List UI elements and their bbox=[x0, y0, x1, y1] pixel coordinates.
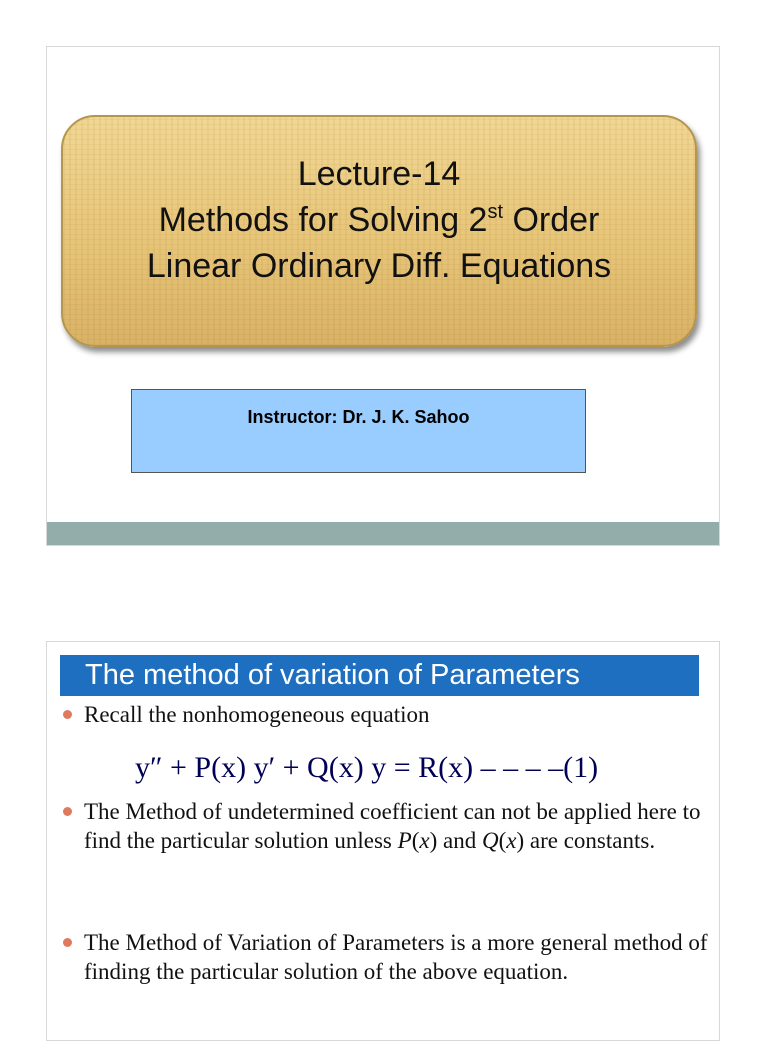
bullet-dot-icon bbox=[63, 807, 72, 816]
title-slide bbox=[46, 46, 720, 546]
lecture-title-box bbox=[61, 115, 697, 347]
bullet-text: Recall the nonhomogeneous equation bbox=[84, 702, 430, 727]
lecture-number: Lecture-14 bbox=[297, 155, 461, 193]
lecture-title-line-3: Linear Ordinary Diff. Equations bbox=[146, 247, 612, 285]
bullet-text: The Method of undetermined coefficient can not be applied here to find the particular solution unless P(x) and Q(x) are constants. bbox=[84, 799, 701, 853]
ordinal-superscript: st bbox=[487, 201, 504, 223]
bullet-dot-icon bbox=[63, 710, 72, 719]
equation-1: y″ + P(x) y′ + Q(x) y = R(x) – – – –(1) bbox=[135, 751, 599, 784]
bullet-item bbox=[63, 700, 713, 729]
bullet-item bbox=[63, 797, 713, 855]
content-slide bbox=[46, 641, 720, 1041]
bullet-text: The Method of Variation of Parameters is a more general method of finding the particular solution of the above equation. bbox=[84, 930, 708, 984]
lecture-title-line-2: Methods for Solving 2st Order bbox=[158, 201, 600, 239]
slide-heading: The method of variation of Parameters bbox=[60, 655, 699, 696]
instructor-box bbox=[131, 389, 586, 473]
bullet-dot-icon bbox=[63, 938, 72, 947]
bullet-item bbox=[63, 928, 713, 986]
slide-footer-bar bbox=[47, 522, 719, 545]
instructor-name: Instructor: Dr. J. K. Sahoo bbox=[247, 407, 470, 427]
